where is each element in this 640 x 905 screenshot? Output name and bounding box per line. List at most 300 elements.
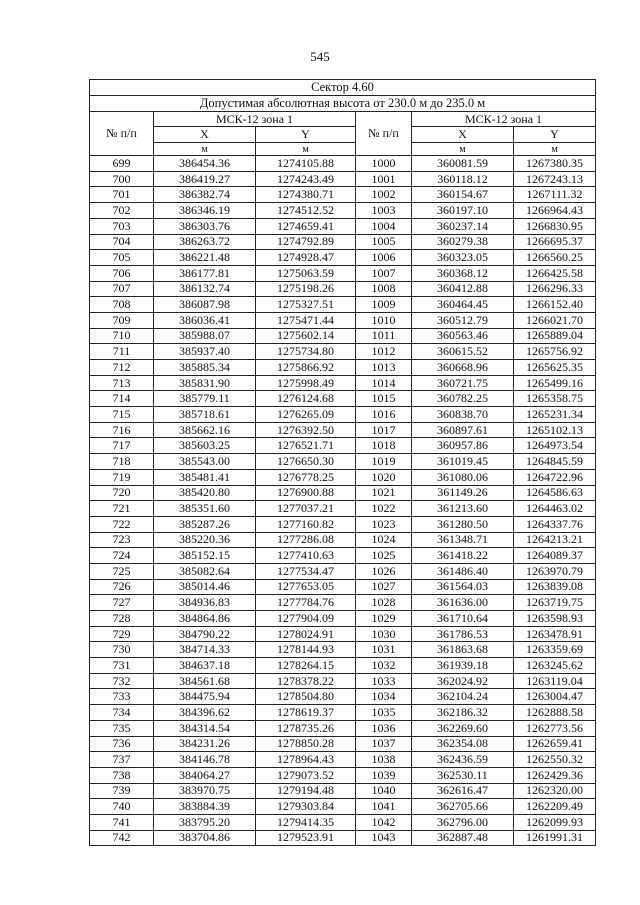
right-x-value: 361939.18 [412,658,514,674]
right-x-value: 361486.40 [412,563,514,579]
left-x-value: 385662.16 [154,422,256,438]
right-y-value: 1264337.76 [514,516,596,532]
right-point-number: 1036 [356,720,412,736]
right-y-value: 1265625.35 [514,360,596,376]
left-y-value: 1275734.80 [256,344,356,360]
left-x-value: 383704.86 [154,830,256,846]
left-x-value: 385988.07 [154,328,256,344]
left-y-value: 1276265.09 [256,407,356,423]
left-point-number: 722 [90,516,154,532]
left-y-value: 1275471.44 [256,312,356,328]
left-y-value: 1276392.50 [256,422,356,438]
coordinates-table [89,79,596,846]
right-num-header: № п/п [356,111,412,155]
right-point-number: 1020 [356,469,412,485]
right-x-value: 360721.75 [412,375,514,391]
right-point-number: 1043 [356,830,412,846]
right-x-value: 360323.05 [412,250,514,266]
right-x-value: 362530.11 [412,767,514,783]
right-point-number: 1015 [356,391,412,407]
table-row [90,407,596,423]
right-x-value: 360512.79 [412,312,514,328]
left-y-value: 1277653.05 [256,579,356,595]
right-y-value: 1264463.02 [514,501,596,517]
right-point-number: 1019 [356,454,412,470]
left-x-value: 386419.27 [154,171,256,187]
right-y-value: 1261991.31 [514,830,596,846]
left-x-header: X [154,127,256,143]
left-y-value: 1279194.48 [256,783,356,799]
table-row [90,328,596,344]
table-row [90,642,596,658]
table-row [90,281,596,297]
table-row [90,422,596,438]
right-x-value: 362186.32 [412,705,514,721]
left-y-value: 1275327.51 [256,297,356,313]
table-row [90,234,596,250]
left-point-number: 731 [90,658,154,674]
left-x-value: 384561.68 [154,673,256,689]
table-row [90,579,596,595]
left-point-number: 715 [90,407,154,423]
left-point-number: 727 [90,595,154,611]
left-point-number: 716 [90,422,154,438]
left-point-number: 700 [90,171,154,187]
right-x-value: 360464.45 [412,297,514,313]
right-y-value: 1264586.63 [514,485,596,501]
left-x-value: 385831.90 [154,375,256,391]
right-y-value: 1266830.95 [514,218,596,234]
right-x-value: 360279.38 [412,234,514,250]
left-x-value: 384064.27 [154,767,256,783]
right-x-value: 360237.14 [412,218,514,234]
left-num-header: № п/п [90,111,154,155]
left-point-number: 699 [90,156,154,172]
right-x-value: 362436.59 [412,752,514,768]
left-x-value: 384146.78 [154,752,256,768]
table-row [90,752,596,768]
right-y-value: 1262209.49 [514,799,596,815]
right-y-value: 1264089.37 [514,548,596,564]
right-point-number: 1006 [356,250,412,266]
right-y-value: 1263970.79 [514,563,596,579]
left-x-value: 385779.11 [154,391,256,407]
right-x-value: 362705.66 [412,799,514,815]
right-point-number: 1010 [356,312,412,328]
right-x-value: 362616.47 [412,783,514,799]
right-x-value: 362354.08 [412,736,514,752]
left-x-value: 384637.18 [154,658,256,674]
right-x-value: 360615.52 [412,344,514,360]
left-x-value: 384475.94 [154,689,256,705]
table-row [90,658,596,674]
right-y-unit: м [514,143,596,156]
table-row [90,736,596,752]
left-x-value: 384936.83 [154,595,256,611]
right-point-number: 1039 [356,767,412,783]
left-point-number: 734 [90,705,154,721]
right-y-value: 1262320.00 [514,783,596,799]
table-row [90,595,596,611]
right-x-value: 361786.53 [412,626,514,642]
right-point-number: 1008 [356,281,412,297]
right-x-value: 361863.68 [412,642,514,658]
left-x-value: 384231.26 [154,736,256,752]
table-row [90,250,596,266]
left-y-value: 1276778.25 [256,469,356,485]
table-row [90,767,596,783]
left-x-value: 385543.00 [154,454,256,470]
table-row [90,720,596,736]
right-y-value: 1267111.32 [514,187,596,203]
table-row [90,814,596,830]
left-x-value: 385420.80 [154,485,256,501]
left-x-value: 386454.36 [154,156,256,172]
right-point-number: 1016 [356,407,412,423]
right-x-value: 361149.26 [412,485,514,501]
left-x-value: 386132.74 [154,281,256,297]
right-x-value: 360563.46 [412,328,514,344]
left-point-number: 724 [90,548,154,564]
right-point-number: 1014 [356,375,412,391]
left-point-number: 712 [90,360,154,376]
table-row [90,501,596,517]
right-x-value: 361280.50 [412,516,514,532]
left-point-number: 732 [90,673,154,689]
table-row [90,783,596,799]
right-point-number: 1017 [356,422,412,438]
right-point-number: 1022 [356,501,412,517]
right-x-header: X [412,127,514,143]
left-y-value: 1279523.91 [256,830,356,846]
right-y-value: 1264845.59 [514,454,596,470]
right-point-number: 1023 [356,516,412,532]
left-y-unit: м [256,143,356,156]
right-y-value: 1264722.96 [514,469,596,485]
left-point-number: 721 [90,501,154,517]
right-y-value: 1262550.32 [514,752,596,768]
right-x-value: 360838.70 [412,407,514,423]
left-point-number: 741 [90,814,154,830]
table-row [90,705,596,721]
right-y-value: 1266425.58 [514,265,596,281]
left-point-number: 708 [90,297,154,313]
right-y-value: 1263478.91 [514,626,596,642]
table-row [90,626,596,642]
left-y-value: 1278850.28 [256,736,356,752]
right-y-value: 1265102.13 [514,422,596,438]
left-y-value: 1277784.76 [256,595,356,611]
left-point-number: 701 [90,187,154,203]
left-point-number: 711 [90,344,154,360]
right-x-value: 361348.71 [412,532,514,548]
right-x-value: 360897.61 [412,422,514,438]
right-x-value: 361080.06 [412,469,514,485]
left-x-value: 385937.40 [154,344,256,360]
left-x-value: 383970.75 [154,783,256,799]
left-y-value: 1278504.80 [256,689,356,705]
right-y-value: 1263359.69 [514,642,596,658]
table-row [90,360,596,376]
right-y-value: 1265499.16 [514,375,596,391]
left-y-header: Y [256,127,356,143]
table-row [90,469,596,485]
right-point-number: 1013 [356,360,412,376]
right-point-number: 1030 [356,626,412,642]
left-point-number: 703 [90,218,154,234]
right-x-value: 362104.24 [412,689,514,705]
left-y-value: 1277160.82 [256,516,356,532]
right-y-value: 1264213.21 [514,532,596,548]
right-point-number: 1025 [356,548,412,564]
right-x-value: 361710.64 [412,611,514,627]
left-point-number: 733 [90,689,154,705]
left-y-value: 1276124.68 [256,391,356,407]
left-y-value: 1279414.35 [256,814,356,830]
left-x-value: 383884.39 [154,799,256,815]
right-x-value: 362796.00 [412,814,514,830]
right-point-number: 1003 [356,203,412,219]
left-x-value: 386036.41 [154,312,256,328]
right-point-number: 1009 [356,297,412,313]
left-y-value: 1275866.92 [256,360,356,376]
right-x-value: 360668.96 [412,360,514,376]
table-row [90,312,596,328]
right-point-number: 1034 [356,689,412,705]
right-point-number: 1040 [356,783,412,799]
right-x-value: 361564.03 [412,579,514,595]
left-x-value: 385718.61 [154,407,256,423]
left-point-number: 709 [90,312,154,328]
table-row [90,673,596,689]
right-point-number: 1026 [356,563,412,579]
left-x-value: 385481.41 [154,469,256,485]
right-x-value: 360368.12 [412,265,514,281]
left-point-number: 706 [90,265,154,281]
left-y-value: 1274380.71 [256,187,356,203]
left-point-number: 725 [90,563,154,579]
left-point-number: 713 [90,375,154,391]
left-y-value: 1274512.52 [256,203,356,219]
table-body [90,156,596,846]
right-y-value: 1266560.25 [514,250,596,266]
right-point-number: 1035 [356,705,412,721]
left-y-value: 1277534.47 [256,563,356,579]
right-point-number: 1029 [356,611,412,627]
right-x-value: 361636.00 [412,595,514,611]
table-row [90,485,596,501]
left-x-value: 385603.25 [154,438,256,454]
right-y-value: 1265231.34 [514,407,596,423]
right-y-value: 1262773.56 [514,720,596,736]
left-zone-header: МСК-12 зона 1 [154,111,356,127]
allowed-height-caption: Допустимая абсолютная высота от 230.0 м до 235.0 м [90,96,596,112]
right-point-number: 1002 [356,187,412,203]
page-number: 545 [310,49,330,64]
left-point-number: 736 [90,736,154,752]
right-x-value: 360118.12 [412,171,514,187]
left-point-number: 720 [90,485,154,501]
right-point-number: 1011 [356,328,412,344]
right-y-value: 1263719.75 [514,595,596,611]
right-y-value: 1262659.41 [514,736,596,752]
right-y-value: 1267243.13 [514,171,596,187]
right-point-number: 1000 [356,156,412,172]
right-x-value: 361213.60 [412,501,514,517]
left-x-value: 385287.26 [154,516,256,532]
right-point-number: 1018 [356,438,412,454]
right-point-number: 1004 [356,218,412,234]
right-x-value: 361418.22 [412,548,514,564]
right-point-number: 1037 [356,736,412,752]
table-row [90,548,596,564]
right-point-number: 1007 [356,265,412,281]
left-x-value: 384314.54 [154,720,256,736]
left-y-value: 1278619.37 [256,705,356,721]
left-x-value: 385885.34 [154,360,256,376]
right-point-number: 1021 [356,485,412,501]
right-x-unit: м [412,143,514,156]
right-x-value: 362024.92 [412,673,514,689]
right-point-number: 1001 [356,171,412,187]
left-point-number: 723 [90,532,154,548]
right-x-value: 360081.59 [412,156,514,172]
right-y-header: Y [514,127,596,143]
right-zone-header: МСК-12 зона 1 [412,111,596,127]
left-y-value: 1274928.47 [256,250,356,266]
table-row [90,799,596,815]
left-x-value: 385351.60 [154,501,256,517]
left-point-number: 729 [90,626,154,642]
table-row [90,171,596,187]
left-y-value: 1277037.21 [256,501,356,517]
right-y-value: 1263119.04 [514,673,596,689]
right-x-value: 360154.67 [412,187,514,203]
table-row [90,454,596,470]
left-y-value: 1275063.59 [256,265,356,281]
left-point-number: 717 [90,438,154,454]
right-point-number: 1005 [356,234,412,250]
right-x-value: 360197.10 [412,203,514,219]
right-x-value: 362887.48 [412,830,514,846]
right-y-value: 1265756.92 [514,344,596,360]
right-y-value: 1266021.70 [514,312,596,328]
left-y-value: 1277410.63 [256,548,356,564]
table-row [90,297,596,313]
left-y-value: 1275602.14 [256,328,356,344]
left-y-value: 1276521.71 [256,438,356,454]
left-y-value: 1276650.30 [256,454,356,470]
left-x-value: 385220.36 [154,532,256,548]
left-y-value: 1274792.89 [256,234,356,250]
left-x-unit: м [154,143,256,156]
left-x-value: 384864.86 [154,611,256,627]
left-y-value: 1274659.41 [256,218,356,234]
left-point-number: 737 [90,752,154,768]
left-point-number: 739 [90,783,154,799]
left-x-value: 384396.62 [154,705,256,721]
left-point-number: 710 [90,328,154,344]
right-point-number: 1012 [356,344,412,360]
table-row [90,218,596,234]
left-y-value: 1278264.15 [256,658,356,674]
right-y-value: 1267380.35 [514,156,596,172]
right-y-value: 1266152.40 [514,297,596,313]
left-x-value: 386263.72 [154,234,256,250]
right-point-number: 1027 [356,579,412,595]
left-point-number: 728 [90,611,154,627]
left-point-number: 704 [90,234,154,250]
left-point-number: 707 [90,281,154,297]
left-x-value: 385152.15 [154,548,256,564]
left-point-number: 718 [90,454,154,470]
right-point-number: 1041 [356,799,412,815]
left-x-value: 386087.98 [154,297,256,313]
right-y-value: 1266964.43 [514,203,596,219]
table-row [90,438,596,454]
left-y-value: 1277286.08 [256,532,356,548]
left-point-number: 726 [90,579,154,595]
right-y-value: 1263839.08 [514,579,596,595]
right-point-number: 1024 [356,532,412,548]
table-row [90,611,596,627]
right-y-value: 1262099.93 [514,814,596,830]
table-row [90,563,596,579]
right-y-value: 1262429.36 [514,767,596,783]
right-point-number: 1028 [356,595,412,611]
right-point-number: 1038 [356,752,412,768]
table-row [90,187,596,203]
left-point-number: 735 [90,720,154,736]
left-x-value: 386303.76 [154,218,256,234]
right-point-number: 1033 [356,673,412,689]
right-y-value: 1263245.62 [514,658,596,674]
right-y-value: 1265889.04 [514,328,596,344]
left-y-value: 1278378.22 [256,673,356,689]
left-x-value: 383795.20 [154,814,256,830]
right-point-number: 1032 [356,658,412,674]
right-x-value: 361019.45 [412,454,514,470]
left-y-value: 1278024.91 [256,626,356,642]
left-x-value: 384714.33 [154,642,256,658]
table-row [90,344,596,360]
left-x-value: 385082.64 [154,563,256,579]
left-x-value: 386177.81 [154,265,256,281]
table-row [90,375,596,391]
table-row [90,156,596,172]
left-x-value: 386382.74 [154,187,256,203]
left-point-number: 702 [90,203,154,219]
table-row [90,689,596,705]
left-y-value: 1278735.26 [256,720,356,736]
right-x-value: 362269.60 [412,720,514,736]
left-y-value: 1277904.09 [256,611,356,627]
right-x-value: 360957.86 [412,438,514,454]
left-x-value: 386346.19 [154,203,256,219]
left-point-number: 740 [90,799,154,815]
right-x-value: 360412.88 [412,281,514,297]
left-point-number: 705 [90,250,154,266]
table-row [90,203,596,219]
table-row [90,265,596,281]
left-point-number: 742 [90,830,154,846]
right-y-value: 1262888.58 [514,705,596,721]
left-y-value: 1275998.49 [256,375,356,391]
right-y-value: 1264973.54 [514,438,596,454]
table-row [90,516,596,532]
left-y-value: 1278144.93 [256,642,356,658]
left-y-value: 1275198.26 [256,281,356,297]
